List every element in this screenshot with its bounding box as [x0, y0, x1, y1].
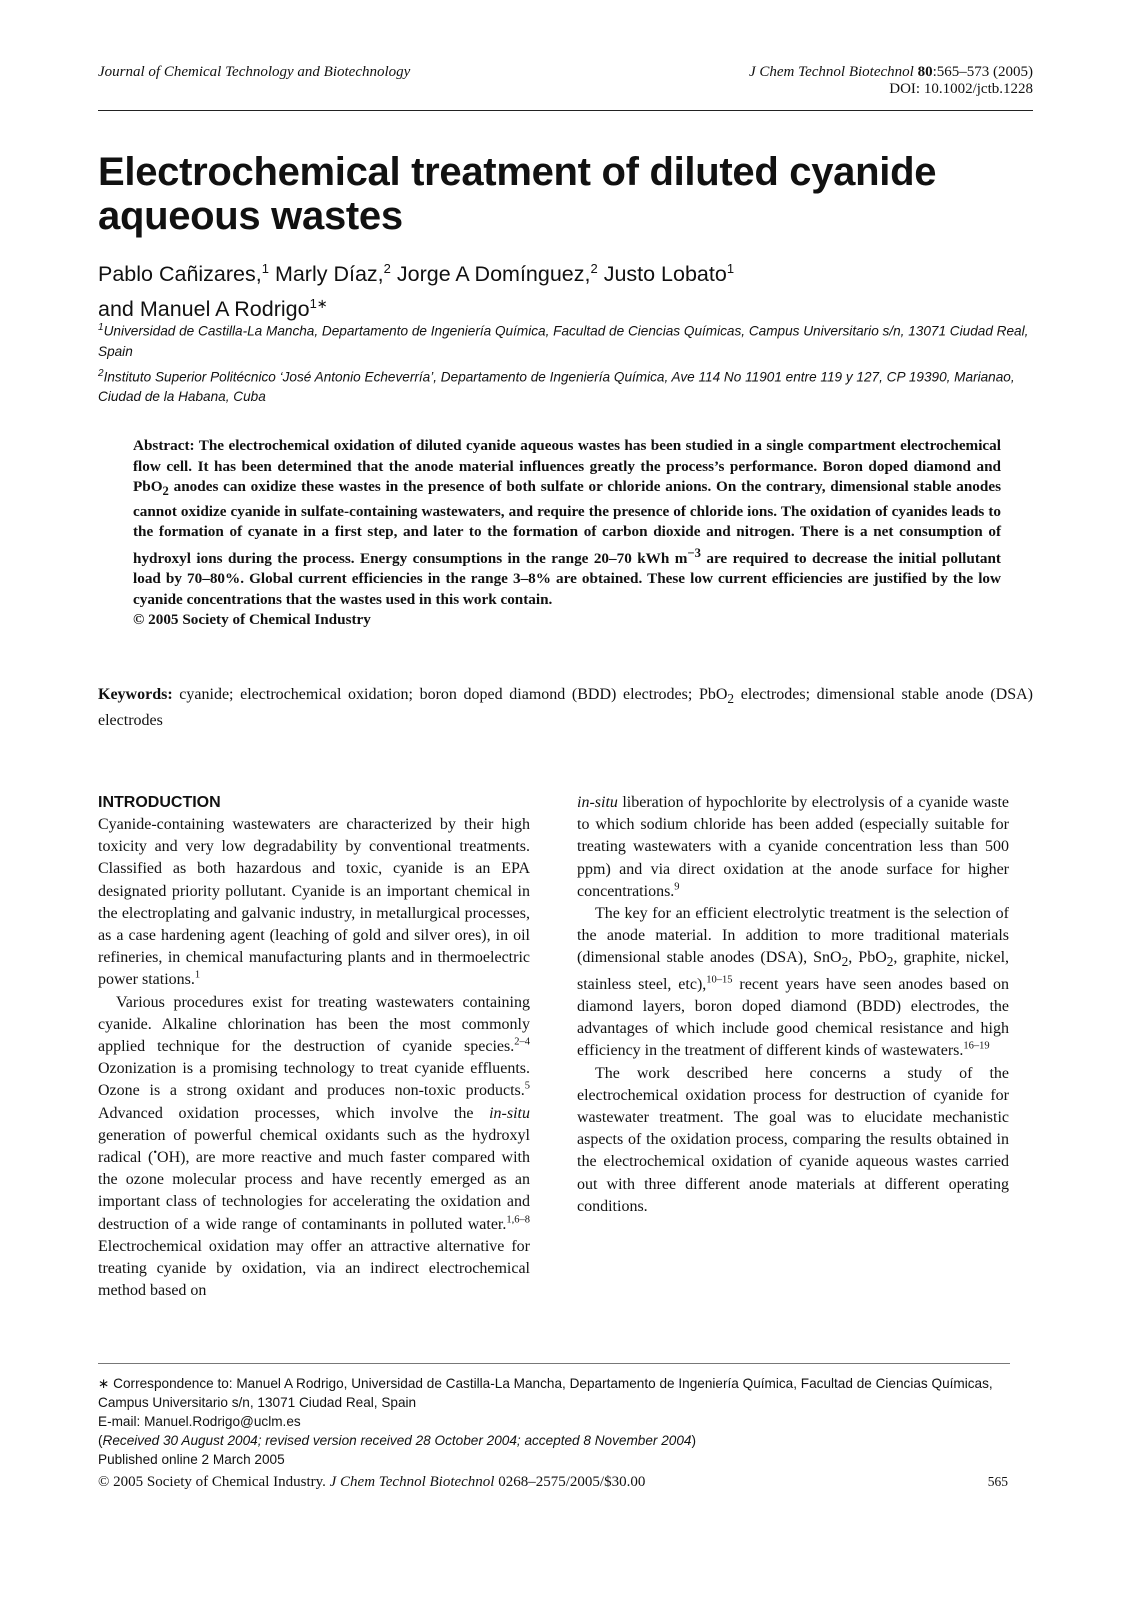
citation-ref: 10–15 — [706, 974, 733, 986]
author-sup: 2 — [383, 261, 391, 276]
running-header — [98, 62, 1033, 102]
text: liberation of hypochlorite by electrolysis of a cyanide waste to which sodium chloride has been added (especially suitable for treating wastewaters with a cyanide concentration less than 500 ppm) and via direct oxidation at the anode surface for higher concentrations. — [577, 794, 1009, 900]
italic-text: in-situ — [577, 794, 618, 811]
keywords-text: electrodes; dimensional stable anode (DSA) electrodes — [98, 686, 1033, 730]
abstract-copyright: © 2005 Society of Chemical Industry — [133, 611, 371, 629]
citation — [749, 64, 1033, 98]
chem-sub: 2 — [886, 954, 894, 970]
email: E-mail: Manuel.Rodrigo@uclm.es — [98, 1414, 301, 1429]
received-text: Received 30 August 2004; revised version received 28 October 2004; accepted 8 November 2004 — [102, 1433, 692, 1448]
author: and Manuel A Rodrigo — [98, 297, 310, 322]
citation-ref: 2–4 — [514, 1036, 530, 1048]
footnote — [98, 1374, 1033, 1469]
affiliation-sup: 1 — [98, 322, 104, 333]
abstract-part: anodes can oxidize these wastes in the presence of both sulfate or chloride anions. On the contrary, dimensional stable anodes cannot oxidize cyanide in sulfate-containing wastewaters, and require the presence of chloride ions. The oxidation of cyanides leads to the formation of cyanate in a first step, and later to the formation of carbon dioxide and nitrogen. There is a net consumption of hydroxyl ions during the process. Energy consumptions in the range 20–70 kWh m — [133, 478, 1001, 567]
affiliation-2 — [98, 364, 1033, 408]
italic-text: in-situ — [489, 1104, 530, 1122]
section-heading: INTRODUCTION — [98, 794, 221, 811]
affiliation-text: Universidad de Castilla-La Mancha, Departamento de Ingeniería Química, Facultad de Ciencias Químicas, Campus Universitario s/n, 13071 Ciudad Real, Spain — [98, 323, 1029, 359]
footer-issn: 0268–2575/2005/$30.00 — [494, 1474, 646, 1490]
abstract-part: are required to decrease the initial pollutant load by 70–80%. Global current efficiencies in the range 3–8% are obtained. These low current efficiencies are justified by the low cyanide concentrations that the wastes used in this work contain. — [133, 549, 1001, 608]
abstract-text — [133, 436, 1001, 610]
paragraph — [98, 992, 530, 1303]
keywords-label: Keywords: — [98, 686, 173, 703]
text: Electrochemical oxidation may offer an attractive alternative for treating cyanide by oxidation, via an indirect electrochemical method based on — [98, 1237, 530, 1300]
keywords-text: cyanide; electrochemical oxidation; boron doped diamond (BDD) electrodes; PbO — [172, 686, 728, 703]
author-sup: 1∗ — [309, 296, 328, 312]
paragraph — [577, 903, 1009, 1063]
text: Cyanide-containing wastewaters are characterized by their high toxicity and very low degradability by conventional treatments. Classified as both hazardous and toxic, cyanide is an EPA designated priority pollutant. Cyanide is an important chemical in the electroplating and galvanic industry, in metallurgical processes, as a case hardening agent (leaching of gold and silver ores), in oil refineries, in chemical manufacturing plants and in thermoelectric power stations. — [98, 816, 530, 989]
text: generation of powerful chemical oxidants such as the hydroxyl radical ( — [98, 1126, 530, 1167]
footer-society: © 2005 Society of Chemical Industry. — [98, 1474, 330, 1490]
text: OH), are more reactive and much faster compared with the ozone molecular process and have recently emerged as an important class of technologies for accelerating the oxidation and destruction of a wide range of contaminants in polluted water. — [98, 1149, 530, 1233]
affiliation-1 — [98, 318, 1033, 362]
citation-ref: 16–19 — [963, 1041, 990, 1053]
author-sup: 2 — [590, 261, 598, 276]
text: The key for an efficient electrolytic treatment is the selection of the anode material. In addition to more traditional materials (dimensional stable anodes (DSA), SnO — [577, 905, 1009, 967]
author-sup: 1 — [726, 261, 735, 276]
received-dates: (Received 30 August 2004; revised version received 28 October 2004; accepted 8 November 2004) — [98, 1433, 696, 1448]
chem-sub: 2 — [841, 954, 849, 970]
affiliation-sup: 2 — [98, 367, 104, 379]
column-right — [577, 792, 1009, 1218]
abstract-sub: 2 — [162, 484, 169, 499]
citation-volume: 80 — [917, 64, 933, 80]
page-footer — [98, 1474, 1008, 1491]
keywords — [98, 684, 1033, 732]
article-title: Electrochemical treatment of diluted cyanide aqueous wastes — [98, 150, 937, 238]
column-left — [98, 792, 530, 1302]
footer-journal: J Chem Technol Biotechnol — [329, 1474, 495, 1490]
abstract-sup: −3 — [687, 545, 701, 560]
author: Marly Díaz, — [268, 262, 384, 287]
paragraph — [98, 814, 530, 992]
journal-name: Journal of Chemical Technology and Biotechnology — [98, 64, 411, 80]
text: , PbO — [848, 949, 887, 967]
correspondence: ∗ Correspondence to: Manuel A Rodrigo, Universidad de Castilla-La Mancha, Departamento de Ingeniería Química, Facultad de Ciencias Químicas, Campus Universitario s/n, 13071 Ciudad Real, Spain — [98, 1376, 993, 1410]
text: Various procedures exist for treating wastewaters containing cyanide. Alkaline chlorination has been the most commonly applied technique for the destruction of cyanide species. — [98, 993, 530, 1056]
text: Advanced oxidation processes, which involve the — [98, 1104, 490, 1122]
doi: DOI: 10.1002/jctb.1228 — [889, 81, 1033, 97]
paragraph — [577, 792, 1009, 903]
abstract-part: Abstract: The electrochemical oxidation of diluted cyanide aqueous wastes has been studied in a single compartment electrochemical flow cell. It has been determined that the anode material influences greatly the process’s performance. Boron doped diamond and PbO — [133, 437, 1001, 495]
citation-ref: 5 — [524, 1081, 530, 1093]
citation-ref: 9 — [674, 881, 680, 893]
citation-ref: 1 — [194, 970, 201, 982]
author: Jorge A Domínguez, — [390, 262, 591, 287]
text: , graphite, nickel, stainless steel, etc), — [577, 949, 1010, 993]
header-rule — [98, 110, 1033, 111]
author: Pablo Cañizares, — [98, 262, 262, 287]
citation-pages: :565–573 (2005) — [932, 64, 1033, 80]
author-list — [98, 254, 1033, 324]
abstract — [133, 436, 1001, 631]
text: Ozonization is a promising technology to treat cyanide effluents. Ozone is a strong oxidant and produces non-toxic products. — [98, 1060, 530, 1100]
author-sup: 1 — [261, 261, 269, 276]
radical-dot: • — [153, 1147, 158, 1159]
paragraph: The work described here concerns a study of the electrochemical oxidation process for destruction of cyanide for wastewater treatment. The goal was to elucidate mechanistic aspects of the oxidation process, comparing the results obtained in the electrochemical oxidation of cyanide aqueous wastes carried out with three different anode materials at different operating conditions. — [577, 1064, 1009, 1215]
text: recent years have seen anodes based on diamond layers, boron doped diamond (BDD) electrodes, the advantages of which include good chemical resistance and high efficiency in the treatment of different kinds of wastewaters. — [577, 975, 1010, 1060]
keywords-sub: 2 — [727, 691, 735, 707]
published-date: Published online 2 March 2005 — [98, 1452, 285, 1467]
citation-ref: 1,6–8 — [506, 1214, 530, 1226]
affiliation-text: Instituto Superior Politécnico ‘José Antonio Echeverría’, Departamento de Ingeniería Química, Ave 114 No 11901 entre 119 y 127, CP 19390, Marianao, Ciudad de la Habana, Cuba — [98, 369, 1015, 405]
footnote-rule — [98, 1363, 1010, 1364]
citation-abbrev: J Chem Technol Biotechnol — [748, 64, 914, 80]
author: Justo Lobato — [597, 262, 727, 287]
page-number: 565 — [987, 1474, 1008, 1489]
affiliations — [98, 318, 1033, 409]
